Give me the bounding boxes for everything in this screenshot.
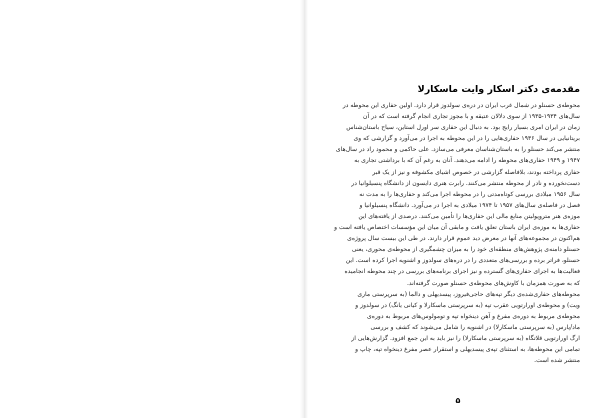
section-heading: مقدمه‌ی دکتر اسکار وایت ماسکارلا: [417, 84, 580, 95]
text-line: تمامی این محوطه‌ها، به استثنای تپه‌ی پیسدیهلی و استقرار عصر مفرغ دینخواه تپه، چاپ و: [355, 346, 580, 354]
text-line: حسنلو دامنه‌ی پژوهش‌های منطقه‌ای خود را به میزان چشمگیری از محوطه‌ی محوری، یعنی: [351, 246, 580, 254]
text-line: ویت) و محوطه‌ی اورارتویی عقرب تپه (به سرپرستی ماسکارلا و کیانی یانگ) در سولدوز و: [355, 301, 580, 309]
right-page: [308, 0, 608, 418]
body-text: [328, 100, 580, 366]
text-line: سال ۱۹۵۶ میلادی بررسی کوتاه‌مدتی را در محوطه اجرا می‌کند و حفاری‌ها را به مدت نه: [359, 190, 580, 198]
text-line: ارگ اورارتویی قلاتگاه (به سرپرستی ماسکارلا) را نیز باید به این جمع افزود. گزارش‌هایی از: [351, 334, 580, 342]
text-line: فعالیت‌ها به اجرای حفاری‌های گسترده و نیز اجرای برنامه‌های بررسی در چند محوطه انجامیده: [344, 268, 580, 276]
text-line: هم‌اکنون در مجموعه‌های آنها در معرض دید عموم قرار دارند. در طی این بیست سال پروژه‌ی: [347, 235, 580, 243]
text-line: فصل در فاصله‌ی سال‌های ۱۹۵۷ تا ۱۹۷۴ میلادی به اجرا در می‌آورد. دانشگاه پنسیلوانیا و: [359, 201, 580, 209]
text-line: حفاری پرداخته بودند، بلافاصله گزارشی در خصوص اشیای مکشوفه و نیز از یک قبر: [372, 168, 580, 176]
text-line: ۱۹۴۷ و ۱۹۴۹ حفاری‌های محوطه را ادامه می‌دهند. آنان به رغم آن که با برداشتی تجاری به: [354, 157, 580, 165]
text-line: منتشر شده است.: [534, 357, 580, 365]
text-line: موزه‌ی هنر متروپولیتن منابع مالی این حفاری‌ها را تأمین می‌کنند. درصدی از یافته‌های این: [358, 212, 580, 220]
text-line: محوطه‌ی مربوط به دوره‌ی مفرغ و آهن دینخواه تپه و تومولوس‌های مربوط به دوره‌ی: [366, 312, 580, 320]
text-line: حسنلو، فراتر برده و بررسی‌های متعددی را در دره‌های سولدوز و اشنویه اجرا کرده است. این: [345, 257, 580, 265]
text-line: ماد/پارس (به سرپرستی ماسکارلا) در اشنویه را شامل می‌شوند که کشف و بررسی: [370, 323, 580, 331]
text-line: دست‌نخورده و نادر از محوطه منتشر می‌کنند. رابرت هنری دایسون از دانشگاه پنسیلوانیا در: [351, 179, 580, 187]
left-page-blank: [0, 0, 300, 418]
text-line: که به صورت همزمان با کاوش‌های محوطه‌ی حسنلو صورت گرفته‌اند.: [406, 279, 580, 287]
text-line: زمان در ایران امری بسیار رایج بود. به دنبال این حفاری سر اورل استاین، سیاح باستان‌شناس: [346, 124, 580, 132]
text-line: محوطه‌های حفاری‌شده‌ی دیگر تپه‌های حاجی‌فیروز، پیسدیهلی و دالما (به سرپرستی ماری: [357, 290, 580, 298]
text-line: سال‌های ۱۹۳۴-۱۹۳۵ از سوی دلالان عتیقه و با مجوز تجاری انجام گرفته است که در آن: [363, 113, 580, 121]
text-line: منتشر می‌کند حسنلو را به باستان‌شناسان معرفی می‌سازد. علی حاکمی و محمود راد در سال‌های: [335, 146, 580, 154]
book-gutter: [300, 0, 308, 418]
text-line: حفاری‌ها به موزه‌ی ایران باستان تعلق یافت و مابقی آن میان این مؤسسات اختصاص یافته است و: [334, 224, 580, 232]
page-number: ۵: [455, 396, 461, 405]
text-line: محوطه‌ی حسنلو در شمال غرب ایران در دره‌ی سولدوز قرار دارد. اولین حفاری این محوطه در: [342, 102, 580, 109]
text-line: بریتانیایی در سال ۱۹۳۶ حفاری‌هایی را در این محوطه به اجرا در می‌آورد و گزارشی که وی: [353, 135, 580, 143]
